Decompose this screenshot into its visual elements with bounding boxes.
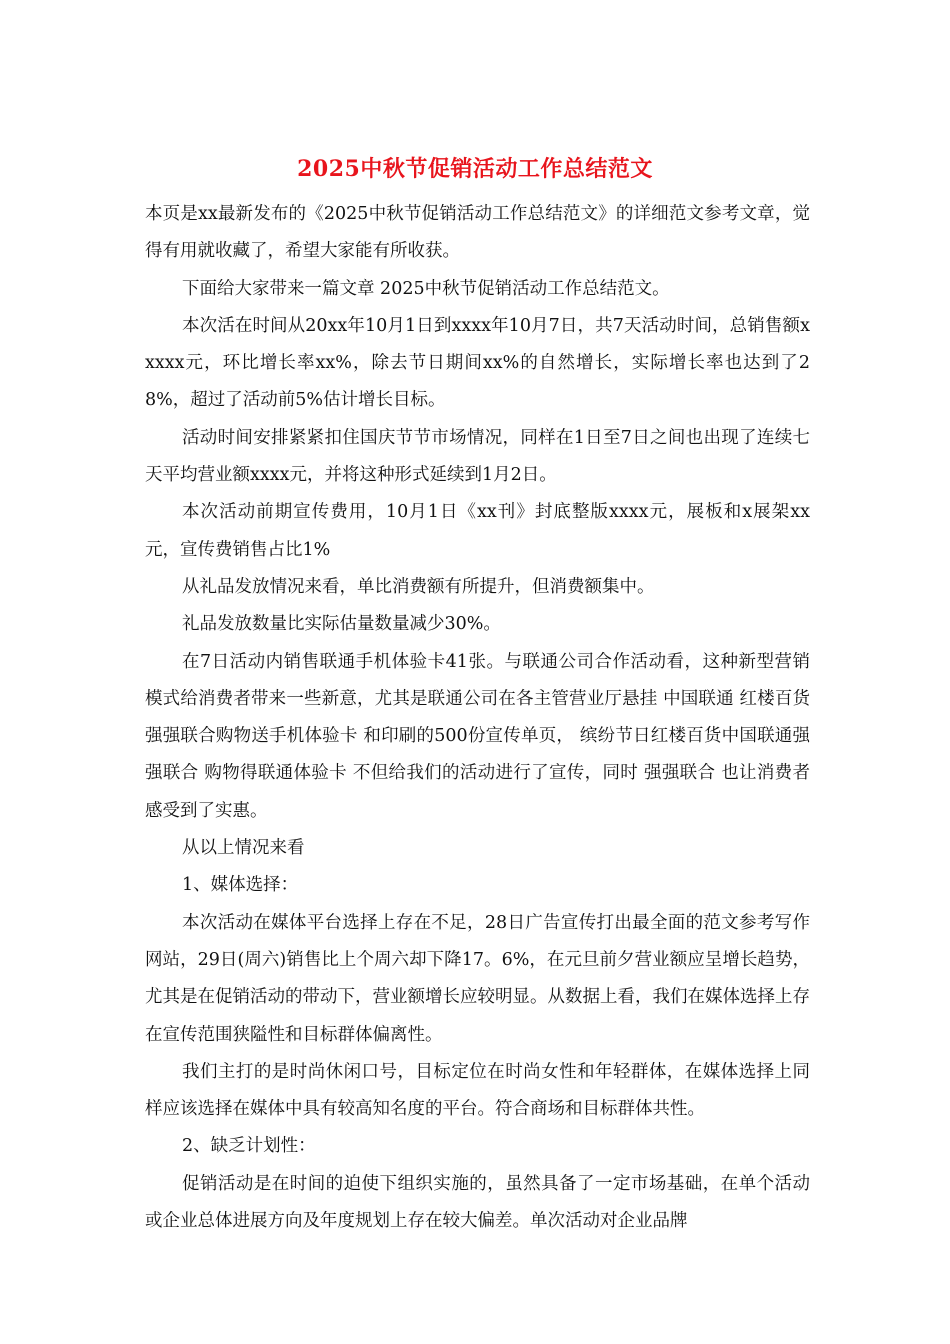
unicom-cooperation-paragraph: 在7日活动内销售联通手机体验卡41张。与联通公司合作活动看，这种新型营销模式给消费者带来一些新意，尤其是联通公司在各主管营业厅悬挂 中国联通 红楼百货强强联合购物送手机体验卡 和印刷的500份宣传单页， 缤纷节日红楼百货中国联通强强联合 购物得联通体验卡 不但给我们的活动进行了宣传，同时 强强联合 也让消费者感受到了实惠。 — [145, 651, 810, 821]
schedule-paragraph: 活动时间安排紧紧扣住国庆节节市场情况，同样在1日至7日之间也出现了连续七天平均营业额xxxx元，并将这种形式延续到1月2日。 — [145, 427, 810, 486]
lead-paragraph: 下面给大家带来一篇文章 2025中秋节促销活动工作总结范文。 — [182, 278, 670, 299]
gift-distribution-paragraph: 从礼品发放情况来看，单比消费额有所提升，但消费额集中。 — [182, 576, 655, 597]
publicity-cost-paragraph: 本次活动前期宣传费用，10月1日《xx刊》封底整版xxxx元，展板和x展架xx元，宣传费销售占比1% — [145, 502, 810, 560]
intro-paragraph: 本页是xx最新发布的《2025中秋节促销活动工作总结范文》的详细范文参考文章，觉得有用就收藏了，希望大家能有所收获。 — [145, 204, 810, 262]
gift-quantity-paragraph: 礼品发放数量比实际估量数量减少30%。 — [182, 614, 501, 635]
section-heading-media: 1、媒体选择： — [182, 875, 299, 896]
media-analysis-paragraph: 本次活动在媒体平台选择上存在不足，28日广告宣传打出最全面的范文参考写作网站，29日(周六)销售比上个周六却下降17。6%，在元旦前夕营业额应呈增长趋势，尤其是在促销活动的带动下，营业额增长应较明显。从数据上看，我们在媒体选择上存在宣传范围狭隘性和目标群体偏离性。 — [145, 912, 810, 1045]
section-heading-planning: 2、缺乏计划性： — [182, 1136, 316, 1157]
target-audience-paragraph: 我们主打的是时尚休闲口号，目标定位在时尚女性和年轻群体，在媒体选择上同样应该选择在媒体中具有较高知名度的平台。符合商场和目标群体共性。 — [145, 1061, 810, 1120]
analysis-lead-paragraph: 从以上情况来看 — [182, 838, 305, 859]
sales-summary-paragraph: 本次活在时间从20xx年10月1日到xxxx年10月7日，共7天活动时间，总销售额xxxxx元，环比增长率xx%，除去节日期间xx%的自然增长，实际增长率也达到了28%，超过了活动前5%估计增长目标。 — [145, 315, 810, 411]
planning-analysis-paragraph: 促销活动是在时间的迫使下组织实施的，虽然具备了一定市场基础，在单个活动或企业总体进展方向及年度规划上存在较大偏差。单次活动对企业品牌 — [145, 1173, 810, 1232]
document-title: 2025中秋节促销活动工作总结范文 — [297, 156, 653, 182]
document-body — [145, 196, 810, 1240]
